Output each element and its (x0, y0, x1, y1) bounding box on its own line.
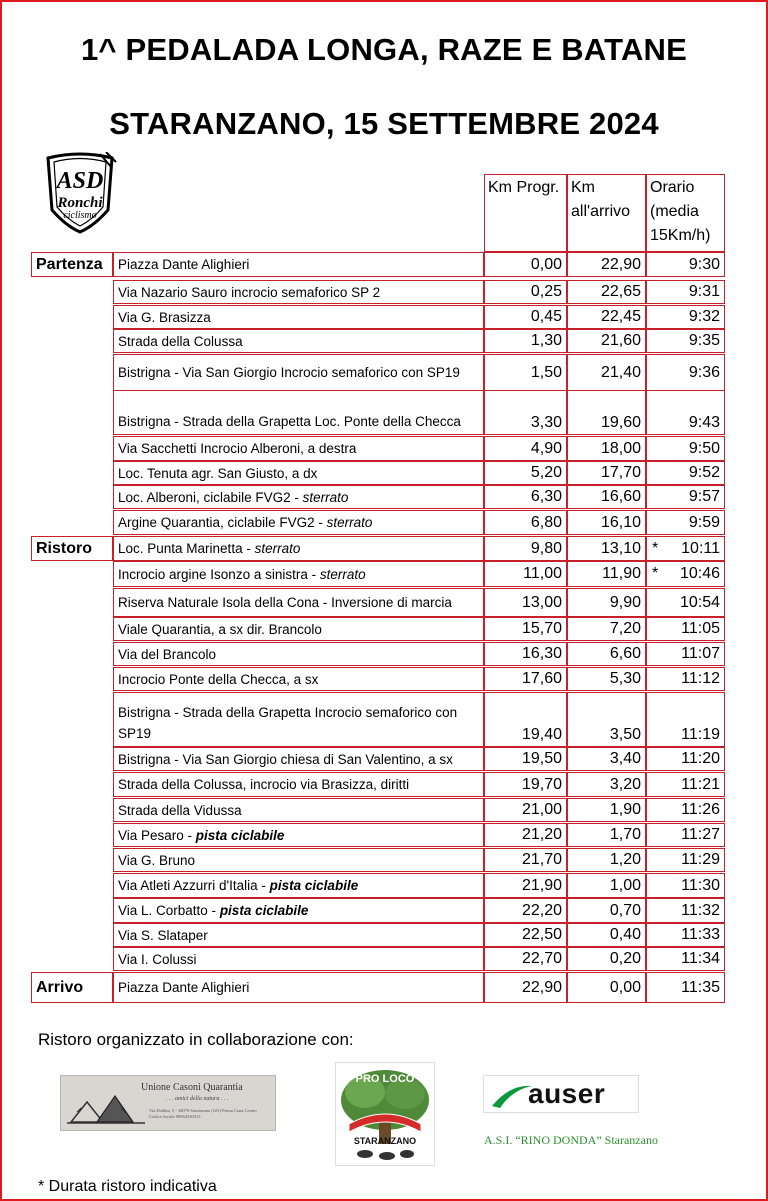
km-to-finish: 16,60 (567, 485, 646, 509)
stop-place-text: Incrocio argine Isonzo a sinistra - (118, 566, 320, 582)
bike-path-note: pista ciclabile (219, 903, 309, 918)
km-to-finish: 0,70 (567, 898, 646, 923)
stop-label (31, 848, 113, 872)
stop-place (113, 280, 484, 304)
arrival-time (646, 747, 725, 771)
arrival-time (646, 561, 725, 587)
stop-place (113, 747, 484, 771)
arrival-time (646, 692, 725, 747)
stop-place (113, 461, 484, 485)
km-progressive: 22,20 (484, 898, 567, 923)
stop-place (113, 329, 484, 353)
arrival-time-value: 9:36 (688, 363, 720, 381)
arrival-time (646, 617, 725, 641)
stop-place-text: Via S. Slataper (118, 927, 208, 943)
page-title: 1^ PEDALADA LONGA, RAZE E BATANE (80, 32, 688, 67)
arrival-time-value: 9:57 (688, 488, 720, 505)
arrival-time-value: 10:46 (679, 565, 720, 582)
stop-label (31, 642, 113, 666)
stop-place-text: Piazza Dante Alighieri (118, 257, 250, 272)
arrival-time (646, 461, 725, 485)
km-to-finish: 17,70 (567, 461, 646, 485)
km-progressive: 11,00 (484, 561, 567, 587)
km-to-finish: 5,30 (567, 667, 646, 691)
km-progressive: 22,50 (484, 923, 567, 947)
km-progressive: 0,25 (484, 280, 567, 304)
km-to-finish: 13,10 (567, 536, 646, 561)
bike-path-note: pista ciclabile (269, 878, 359, 893)
km-progressive: 9,80 (484, 536, 567, 561)
stop-label (31, 617, 113, 641)
km-progressive: 13,00 (484, 588, 567, 617)
km-to-finish: 0,40 (567, 923, 646, 947)
stop-place-text: Via Sacchetti Incrocio Alberoni, a destra (118, 441, 357, 456)
km-to-finish: 11,90 (567, 561, 646, 587)
stop-place-text: Argine Quarantia, ciclabile FVG2 - (118, 515, 327, 530)
asd-logo-text: ASD (56, 168, 104, 194)
stop-place-text: Strada della Vidussa (118, 802, 242, 818)
stop-place-text: Loc. Punta Marinetta - (118, 541, 255, 556)
arrival-time (646, 848, 725, 872)
stop-place-text: Incrocio Ponte della Checca, a sx (118, 671, 319, 687)
stop-place-text: Via Nazario Sauro incrocio semaforico SP 2 (118, 284, 381, 300)
stop-place (113, 947, 484, 971)
stop-label (31, 588, 113, 617)
km-to-finish: 18,00 (567, 436, 646, 461)
stop-place-text: Via G. Brasizza (118, 309, 211, 325)
km-to-finish: 3,50 (567, 692, 646, 747)
pro-loco-bottom-text: STARANZANO (353, 1136, 417, 1146)
arrival-time-value: 11:19 (681, 726, 720, 743)
casoni-subtitle: . . . amici della natura . . . (166, 1096, 229, 1102)
km-progressive: 1,50 (484, 354, 567, 391)
stop-label (31, 747, 113, 771)
km-to-finish: 22,65 (567, 280, 646, 304)
stop-label (31, 305, 113, 329)
arrival-time (646, 510, 725, 535)
arrival-time-value: 11:26 (681, 801, 720, 818)
stop-place-text: Via Pesaro - (118, 827, 196, 843)
km-to-finish: 1,00 (567, 873, 646, 898)
arrival-time (646, 898, 725, 923)
casoni-title: Unione Casoni Quarantia (141, 1082, 243, 1093)
km-progressive: 1,30 (484, 329, 567, 353)
stop-place (113, 617, 484, 641)
header-km-progr: Km Progr. (484, 174, 567, 252)
stop-place (113, 667, 484, 691)
stop-place (113, 510, 484, 535)
stop-label (31, 873, 113, 898)
km-to-finish: 21,40 (567, 354, 646, 391)
km-to-finish: 0,20 (567, 947, 646, 971)
km-progressive: 5,20 (484, 461, 567, 485)
arrival-time-value: 9:35 (688, 332, 720, 349)
km-progressive: 17,60 (484, 667, 567, 691)
asd-logo-name: Ronchi (57, 195, 103, 211)
stop-place (113, 354, 484, 391)
stop-place-text: Via I. Colussi (118, 951, 197, 967)
stop-place (113, 436, 484, 461)
km-progressive: 6,80 (484, 510, 567, 535)
arrival-time-value: 9:59 (688, 513, 720, 531)
bike-path-note: pista ciclabile (195, 827, 285, 843)
km-to-finish: 22,90 (567, 252, 646, 277)
stop-place-text: Strada della Colussa, incrocio via Brasizza, diritti (118, 777, 410, 792)
stop-place (113, 305, 484, 329)
arrival-time-value: 9:30 (688, 255, 720, 273)
stop-label (31, 823, 113, 847)
arrival-time (646, 923, 725, 947)
arrival-time (646, 252, 725, 277)
stop-label (31, 390, 113, 435)
stop-place-text: Loc. Alberoni, ciclabile FVG2 - (118, 489, 303, 505)
km-to-finish: 3,40 (567, 747, 646, 771)
km-progressive: 21,00 (484, 798, 567, 822)
stop-label (31, 692, 113, 747)
stop-place-text: Loc. Tenuta agr. San Giusto, a dx (118, 465, 318, 481)
km-to-finish: 0,00 (567, 972, 646, 1003)
stop-place-text: Viale Quarantia, a sx dir. Brancolo (118, 621, 322, 637)
km-progressive: 16,30 (484, 642, 567, 666)
stop-place (113, 390, 484, 435)
stop-label (31, 923, 113, 947)
stop-place (113, 536, 484, 561)
stop-place-text: Bistrigna - Strada della Grapetta Incrocio semaforico con SP19 (118, 705, 458, 741)
stop-place (113, 823, 484, 847)
stop-place (113, 252, 484, 277)
surface-note: sterrato (302, 489, 349, 505)
estimate-asterisk: * (652, 565, 659, 582)
stop-place-text: Via Atleti Azzurri d'Italia - (118, 878, 270, 893)
header-km-arrivo: Km all'arrivo (567, 174, 646, 252)
arrival-time-value: 11:20 (681, 750, 720, 767)
km-progressive: 22,90 (484, 972, 567, 1003)
arrival-time-value: 11:30 (681, 876, 720, 894)
stop-place-text: Bistrigna - Strada della Grapetta Loc. Ponte della Checca (118, 414, 461, 429)
km-progressive: 6,30 (484, 485, 567, 509)
arrival-time (646, 642, 725, 666)
footnote: * Durata ristoro indicativa (38, 1178, 217, 1195)
km-to-finish: 16,10 (567, 510, 646, 535)
stop-label (31, 561, 113, 587)
stop-place (113, 561, 484, 587)
pro-loco-top-text: PRO LOCO (355, 1073, 415, 1085)
km-to-finish: 1,20 (567, 848, 646, 872)
km-progressive: 3,30 (484, 390, 567, 435)
estimate-asterisk: * (652, 539, 659, 557)
casoni-address: Via Dobbia, 5 - 34079 Staranzano (GO) Prima Cona Centro Codice fiscale 90064330313 (149, 1108, 257, 1119)
stop-place-text: Bistrigna - Via San Giorgio chiesa di San Valentino, a sx (118, 751, 453, 767)
auser-text: auser (528, 1078, 606, 1109)
stop-label (31, 436, 113, 461)
stop-place (113, 798, 484, 822)
km-progressive: 19,70 (484, 772, 567, 797)
stop-place-text: Via G. Bruno (118, 852, 196, 868)
arrival-time (646, 280, 725, 304)
stop-place (113, 898, 484, 923)
arrival-time (646, 798, 725, 822)
stop-label (31, 354, 113, 391)
page-subtitle: STARANZANO, 15 SETTEMBRE 2024 (109, 106, 659, 141)
stop-label: Arrivo (31, 972, 113, 1003)
stop-place-text: Riserva Naturale Isola della Cona - Inversione di marcia (118, 595, 452, 610)
km-to-finish: 7,20 (567, 617, 646, 641)
arrival-time (646, 823, 725, 847)
stop-place (113, 692, 484, 747)
arrival-time (646, 390, 725, 435)
casoni-house-icon (67, 1088, 145, 1126)
surface-note: sterrato (319, 566, 366, 582)
arrival-time-value: 11:21 (681, 775, 720, 793)
km-progressive: 19,40 (484, 692, 567, 747)
stop-place-text: Bistrigna - Via San Giorgio Incrocio semaforico con SP19 (118, 365, 460, 380)
km-progressive: 22,70 (484, 947, 567, 971)
arrival-time-value: 11:07 (681, 645, 720, 662)
stop-label: Partenza (31, 252, 113, 277)
stop-place (113, 588, 484, 617)
casoni-logo (60, 1075, 276, 1131)
stop-label (31, 798, 113, 822)
stop-label (31, 280, 113, 304)
arrival-time-value: 11:27 (681, 826, 720, 843)
km-to-finish: 1,90 (567, 798, 646, 822)
arrival-time (646, 588, 725, 617)
surface-note: sterrato (326, 515, 373, 530)
km-to-finish: 22,45 (567, 305, 646, 329)
arrival-time (646, 485, 725, 509)
arrival-time (646, 772, 725, 797)
collab-text: Ristoro organizzato in collaborazione con: (38, 1030, 354, 1049)
arrival-time-value: 11:35 (681, 978, 720, 996)
stop-place-text: Via del Brancolo (118, 646, 217, 662)
stop-label (31, 947, 113, 971)
km-to-finish: 19,60 (567, 390, 646, 435)
stop-label (31, 485, 113, 509)
arrival-time-value: 11:34 (681, 950, 720, 967)
stop-place (113, 923, 484, 947)
stop-place (113, 772, 484, 797)
header-orario: Orario (media 15Km/h) (646, 174, 725, 252)
arrival-time-value: 9:31 (688, 283, 720, 300)
km-progressive: 15,70 (484, 617, 567, 641)
arrival-time (646, 873, 725, 898)
arrival-time-value: 10:54 (679, 593, 720, 611)
stop-place (113, 848, 484, 872)
arrival-time (646, 436, 725, 461)
arrival-time-value: 9:32 (688, 308, 720, 325)
stop-label (31, 898, 113, 923)
km-progressive: 19,50 (484, 747, 567, 771)
arrival-time-value: 9:52 (688, 464, 720, 481)
arrival-time-value: 10:11 (681, 539, 720, 557)
km-progressive: 0,45 (484, 305, 567, 329)
arrival-time-value: 11:12 (681, 670, 720, 687)
arrival-time-value: 9:50 (688, 439, 720, 457)
arrival-time-value: 9:43 (688, 414, 720, 431)
asd-ronchi-logo (42, 152, 118, 234)
km-progressive: 0,00 (484, 252, 567, 277)
km-progressive: 21,90 (484, 873, 567, 898)
arrival-time-value: 11:29 (681, 851, 720, 868)
surface-note: sterrato (254, 541, 301, 556)
arrival-time (646, 972, 725, 1003)
stop-label (31, 461, 113, 485)
km-to-finish: 9,90 (567, 588, 646, 617)
arrival-time (646, 667, 725, 691)
arrival-time-value: 11:05 (681, 620, 720, 637)
arrival-time (646, 947, 725, 971)
stop-place (113, 485, 484, 509)
stop-place (113, 642, 484, 666)
stop-label (31, 510, 113, 535)
stop-label: Ristoro (31, 536, 113, 561)
asi-credit: A.S.I. “RINO DONDA” Staranzano (484, 1133, 658, 1147)
stop-place (113, 972, 484, 1003)
km-to-finish: 6,60 (567, 642, 646, 666)
arrival-time (646, 305, 725, 329)
km-progressive: 21,20 (484, 823, 567, 847)
arrival-time-value: 11:33 (681, 926, 720, 943)
stop-place-text: Strada della Colussa (118, 333, 243, 349)
km-to-finish: 3,20 (567, 772, 646, 797)
km-to-finish: 21,60 (567, 329, 646, 353)
stop-place-text: Piazza Dante Alighieri (118, 980, 250, 995)
pro-loco-logo (335, 1062, 435, 1166)
stop-label (31, 667, 113, 691)
arrival-time (646, 329, 725, 353)
stop-place-text: Via L. Corbatto - (118, 903, 220, 918)
km-to-finish: 1,70 (567, 823, 646, 847)
asd-logo-sub: ciclismo (63, 210, 97, 221)
km-progressive: 4,90 (484, 436, 567, 461)
stop-place (113, 873, 484, 898)
arrival-time (646, 536, 725, 561)
arrival-time (646, 354, 725, 391)
stop-label (31, 772, 113, 797)
stop-label (31, 329, 113, 353)
km-progressive: 21,70 (484, 848, 567, 872)
arrival-time-value: 11:32 (681, 901, 720, 919)
